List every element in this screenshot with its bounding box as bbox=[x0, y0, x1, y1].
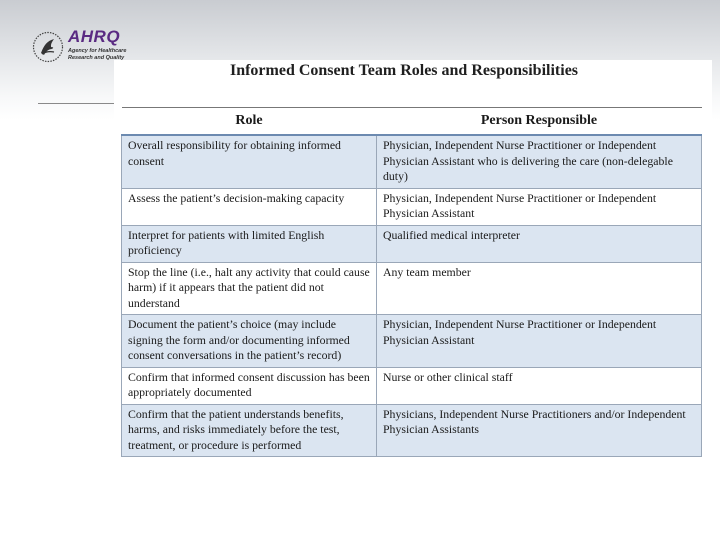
person-responsible-cell: Physician, Independent Nurse Practitioner or Independent Physician Assistant bbox=[377, 188, 702, 225]
table-header-row bbox=[122, 108, 702, 136]
header-role: Role bbox=[122, 108, 377, 136]
table-row bbox=[122, 404, 702, 457]
role-cell: Interpret for patients with limited English proficiency bbox=[122, 225, 377, 262]
person-responsible-cell: Physicians, Independent Nurse Practitioners and/or Independent Physician Assistants bbox=[377, 404, 702, 457]
person-responsible-cell: Physician, Independent Nurse Practitioner or Independent Physician Assistant bbox=[377, 315, 702, 368]
header-person-responsible: Person Responsible bbox=[377, 108, 702, 136]
table-body bbox=[122, 135, 702, 457]
person-responsible-cell: Physician, Independent Nurse Practitioner or Independent Physician Assistant who is delivering the care (non-delegable duty) bbox=[377, 135, 702, 188]
table-row bbox=[122, 367, 702, 404]
table-row bbox=[122, 135, 702, 188]
role-cell: Confirm that the patient understands benefits, harms, and risks immediately before the test, treatment, or procedure is performed bbox=[122, 404, 377, 457]
ahrq-logo-subtitle: Agency for Healthcare Research and Quality bbox=[68, 48, 127, 61]
person-responsible-cell: Nurse or other clinical staff bbox=[377, 367, 702, 404]
role-cell: Stop the line (i.e., halt any activity that could cause harm) if it appears that the patient did not understand bbox=[122, 262, 377, 315]
hhs-eagle-seal-icon bbox=[32, 31, 64, 63]
table-row bbox=[122, 262, 702, 315]
role-cell: Document the patient’s choice (may include signing the form and/or documenting informed consent conversations in the patient’s record) bbox=[122, 315, 377, 368]
role-cell: Overall responsibility for obtaining informed consent bbox=[122, 135, 377, 188]
person-responsible-cell: Any team member bbox=[377, 262, 702, 315]
roles-table bbox=[121, 107, 702, 457]
table-row bbox=[122, 225, 702, 262]
divider bbox=[38, 103, 116, 104]
role-cell: Confirm that informed consent discussion has been appropriately documented bbox=[122, 367, 377, 404]
person-responsible-cell: Qualified medical interpreter bbox=[377, 225, 702, 262]
document-title: Informed Consent Team Roles and Responsibilities bbox=[229, 62, 579, 79]
ahrq-logo-text: AHRQ bbox=[68, 27, 121, 46]
table-row bbox=[122, 188, 702, 225]
table-row bbox=[122, 315, 702, 368]
role-cell: Assess the patient’s decision-making capacity bbox=[122, 188, 377, 225]
